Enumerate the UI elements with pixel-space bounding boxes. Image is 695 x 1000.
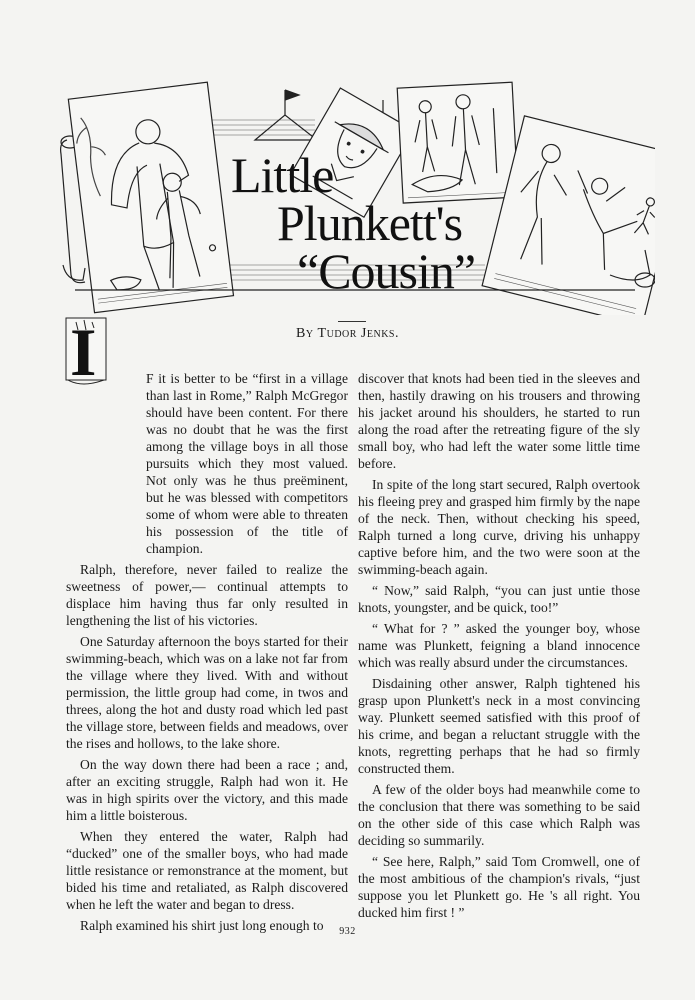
- title-line-cousin: “Cousin”: [297, 243, 476, 299]
- article-title: [225, 147, 485, 299]
- paragraph: [66, 370, 348, 557]
- byline-rule: [338, 321, 366, 322]
- left-picture-card: [68, 82, 233, 312]
- paragraph: In spite of the long start secured, Ralph overtook his fleeing prey and grasped him firmly by the nape of the neck. Then, without checking his speed, Ralph turned a long curve, driving his unhappy captive before him, and the two were soon at the swimming-beach again.: [358, 477, 640, 577]
- paragraph: “ Now,” said Ralph, “you can just untie those knots, youngster, and be quick, too!”: [358, 583, 640, 615]
- paragraph: Ralph examined his shirt just long enough to: [80, 918, 324, 933]
- paragraph: discover that knots had been tied in the sleeves and then, hastily drawing on his trousers and throwing his jacket around his shoulders, he started to run along the road after the retreating figure of the sly small boy, who had left the water some little time before.: [358, 371, 640, 471]
- paragraph: When they entered the water, Ralph had “ducked” one of the smaller boys, who had made little resistance or remonstrance at the moment, but bided his time and retaliated, as Ralph discovered when he left the water and began to dress.: [66, 829, 348, 912]
- page-number: 932: [339, 926, 356, 937]
- paragraph: Ralph, therefore, never failed to realize the sweetness of power,— continual attempts to displace him having thus far only resulted in lengthening the list of his victories.: [66, 562, 348, 628]
- paragraph: “ See here, Ralph,” said Tom Cromwell, one of the most ambitious of the champion's rivals, “just suppose you let Plunkett go. He 's all right. You ducked him first ! ”: [358, 854, 640, 920]
- paragraph: On the way down there had been a race ; and, after an exciting struggle, Ralph had won it. He was in high spirits over the victory, and this made him a little boisterous.: [66, 757, 348, 823]
- paragraph: A few of the older boys had meanwhile come to the conclusion that there was something to be said on the other side of this case which Ralph was deciding so summarily.: [358, 782, 640, 848]
- paragraph: Disdaining other answer, Ralph tightened his grasp upon Plunkett's neck in a most convincing way. Plunkett seemed satisfied with this proof of his crime, and began a reluctant struggle with the knots, regretting perhaps that he had so firmly constructed them.: [358, 676, 640, 776]
- left-column: [66, 370, 348, 938]
- paragraph-text: F it is better to be “first in a village than last in Rome,” Ralph McGregor should have been content. For there was no doubt that he was the first among the village boys in all those pursuits which they most valued. Not only was he thus preëminent, but he was blessed with competitors some of whom were able to threaten his possession of the title of champion.: [146, 371, 348, 556]
- paragraph: “ What for ? ” asked the younger boy, whose name was Plunkett, feigning a bland innocence which was really absurd under the circumstances.: [358, 621, 640, 670]
- right-column: [358, 370, 640, 925]
- title-line-plunketts: Plunkett's: [277, 195, 463, 251]
- byline-prefix: By: [295, 326, 314, 341]
- byline-author: Tudor Jenks.: [317, 326, 399, 341]
- paragraph: One Saturday afternoon the boys started for their swimming-beach, which was on a lake not far from the village where they lived. With and without permission, the little group had come, in twos and threes, along the hot and dusty road which led past the village store, between fields and meadows, over the rises and hollows, to the lake shore.: [66, 634, 348, 751]
- drop-cap-letter: I: [70, 314, 97, 390]
- title-line-little: Little: [231, 147, 334, 203]
